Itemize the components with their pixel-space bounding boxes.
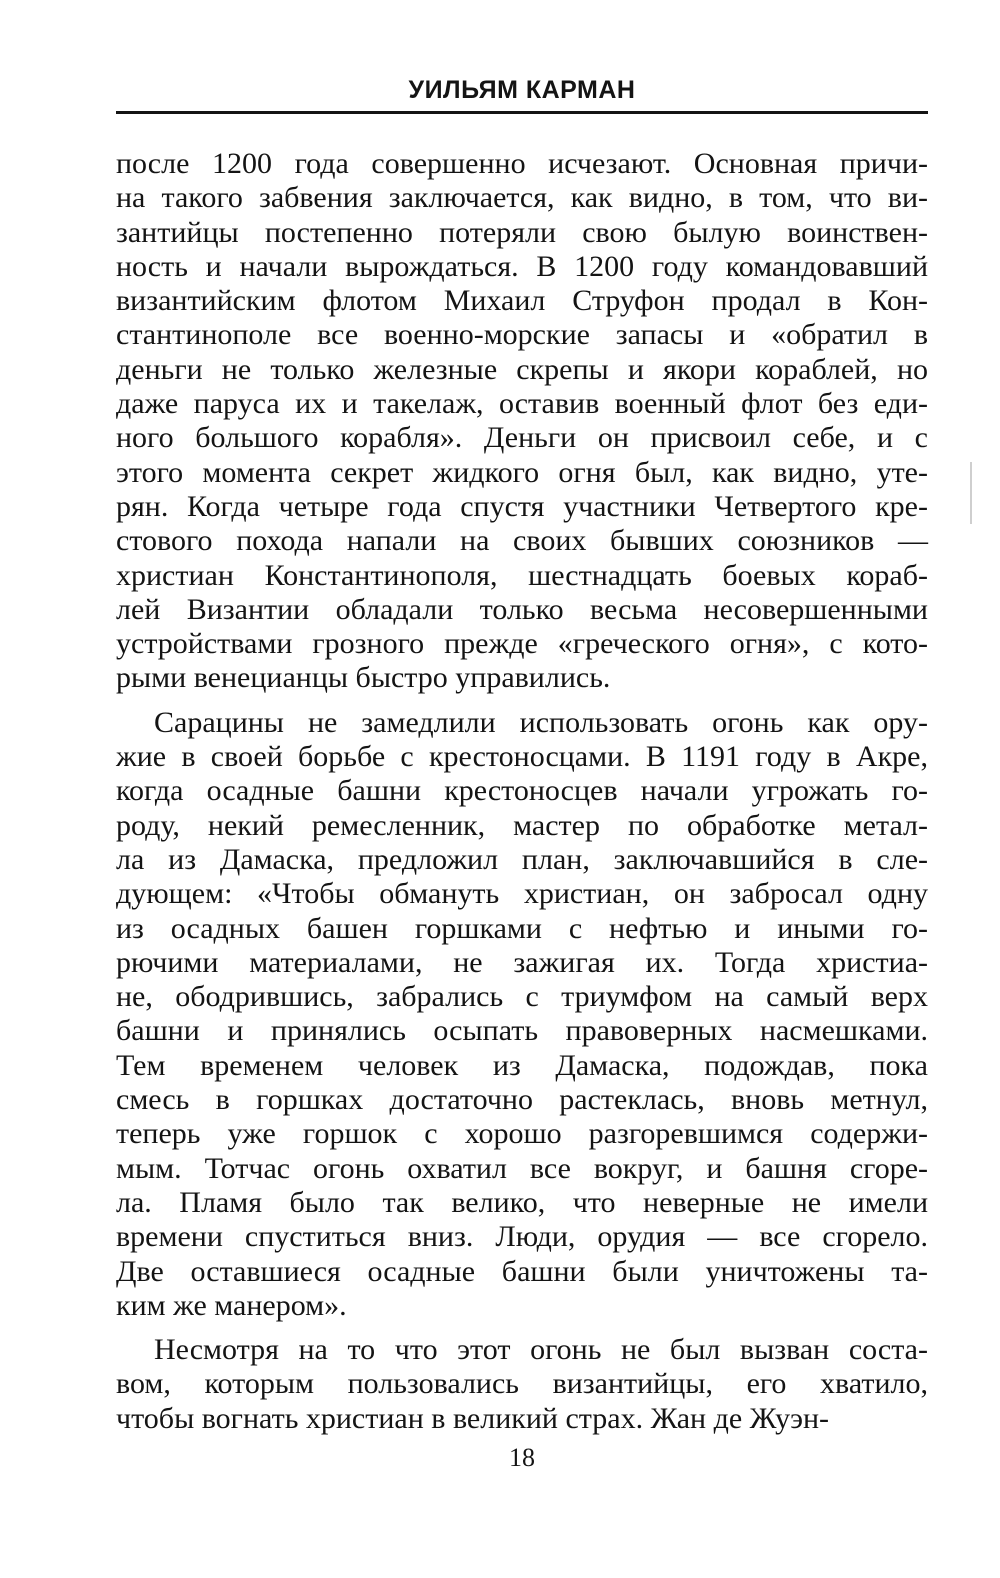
paragraph [116,706,928,1323]
body-text [116,147,928,1446]
text-line: теперь уже горшок с хорошо разгоревшимся содержи- [116,1117,928,1151]
text-line: деньги не только железные скрепы и якори кораблей, но [116,352,928,386]
text-line: Тем временем человек из Дамаска, подождав, пока [116,1048,928,1082]
text-line: времени спуститься вниз. Люди, орудия — все сгорело. [116,1220,928,1254]
text-line: из осадных башен горшками с нефтью и иными го- [116,911,928,945]
text-line: когда осадные башни крестоносцев начали угрожать го- [116,774,928,808]
text-line: устройствами грозного прежде «греческого огня», с кото- [116,627,928,661]
text-line: византийским флотом Михаил Струфон продал в Кон- [116,284,928,318]
text-line: чтобы вогнать христиан в великий страх. Жан де Жуэн- [116,1401,829,1435]
header-rule [116,111,928,114]
text-line: ного большого корабля». Деньги он присвоил себе, и с [116,421,928,455]
text-line: даже паруса их и такелаж, оставив военный флот без еди- [116,387,928,421]
text-line: после 1200 года совершенно исчезают. Основная причи- [116,147,928,180]
text-line: Несмотря на то что этот огонь не был вызван соста- [154,1333,928,1367]
text-line: ким же манером». [116,1288,347,1322]
text-line: вом, которым пользовались византийцы, его хватило, [116,1367,928,1401]
running-head: УИЛЬЯМ КАРМАН [408,76,636,104]
text-line: лей Византии обладали только весьма несовершенными [116,592,928,626]
text-line: зантийцы постепенно потеряли свою былую воинствен- [116,215,928,249]
scan-artifact [970,462,972,524]
text-line: стового похода напали на своих бывших союзников — [116,524,928,558]
text-line: рыми венецианцы быстро управились. [116,661,611,695]
text-line: рючими материалами, не зажигая их. Тогда христиа- [116,945,928,979]
text-line: на такого забвения заключается, как видно, в том, что ви- [116,181,928,215]
text-line: не, ободрившись, забрались с триумфом на самый верх [116,980,928,1014]
text-line: христиан Константинополя, шестнадцать боевых кораб- [116,558,928,592]
text-line: башни и принялись осыпать правоверных насмешками. [116,1014,928,1048]
text-line: Две оставшиеся осадные башни были уничтожены та- [116,1254,928,1288]
page-number: 18 [509,1443,535,1472]
text-line: этого момента секрет жидкого огня был, как видно, уте- [116,455,928,489]
text-line: мым. Тотчас огонь охватил все вокруг, и башня сгоре- [116,1151,928,1185]
text-line: ла из Дамаска, предложил план, заключавшийся в сле- [116,842,928,876]
paragraph [116,147,928,696]
text-line: смесь в горшках достаточно растеклась, вновь метнул, [116,1083,928,1117]
text-line: Сарацины не замедлили использовать огонь как ору- [154,705,928,739]
text-line: жие в своей борьбе с крестоносцами. В 1191 году в Акре, [116,740,928,774]
text-line: рян. Когда четыре года спустя участники Четвертого кре- [116,489,928,523]
text-line: ла. Пламя было так велико, что неверные не имели [116,1185,928,1219]
text-line: стантинополе все военно-морские запасы и «обратил в [116,318,928,352]
paragraph [116,1333,928,1436]
text-line: ность и начали вырождаться. В 1200 году командовавший [116,249,928,283]
text-line: дующем: «Чтобы обмануть христиан, он забросал одну [116,877,928,911]
text-line: роду, некий ремесленник, мастер по обработке метал- [116,808,928,842]
